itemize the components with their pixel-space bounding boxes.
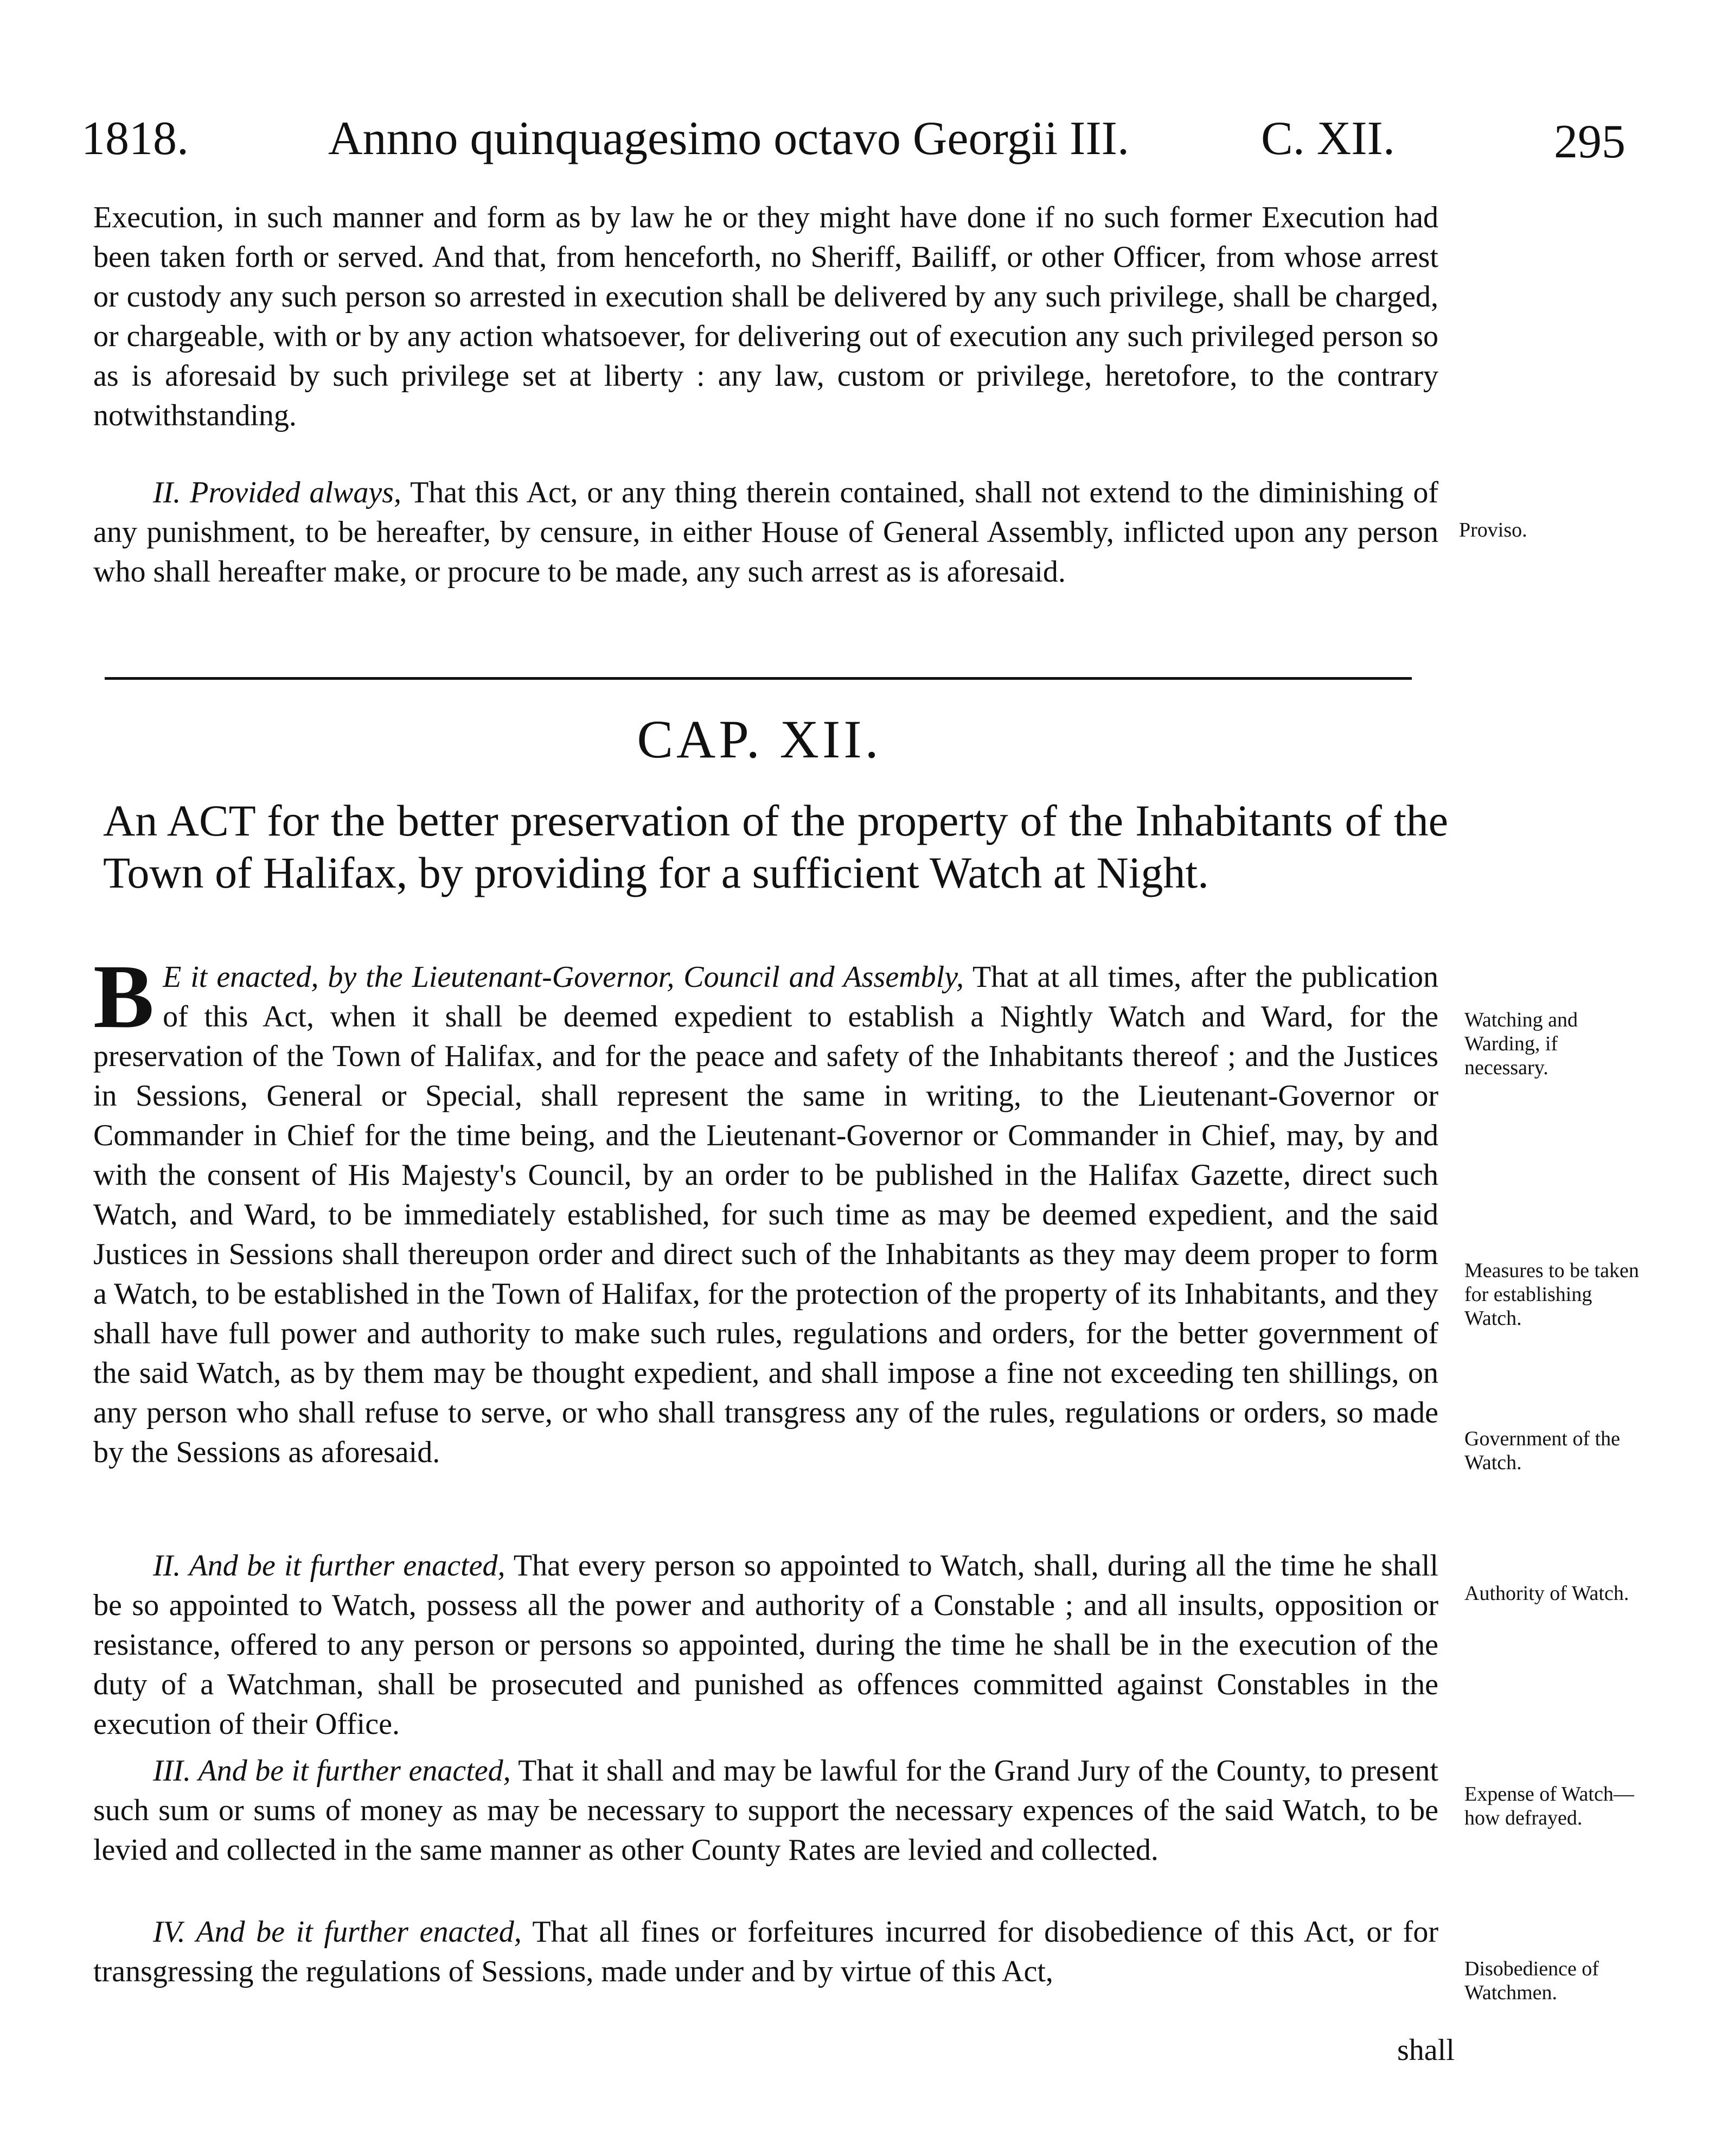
catchword: shall [1397, 2033, 1455, 2067]
page-number: 295 [1554, 116, 1626, 168]
margin-note-measures: Measures to be taken for establishing Watch. [1464, 1259, 1639, 1330]
section-text: That every person so appointed to Watch, shall, during all the time he shall be so appointed to Watch, possess all the power and authority of a Constable ; and all insults, opposition or resistance, offered to any person or persons so appointed, during the time he shall be in the execution of the duty of a Watchman, shall be prosecuted and punished as offences committed against Constables in the execution of their Office. [93, 1549, 1438, 1741]
section-text: That it shall and may be lawful for the Grand Jury of the County, to present such sum or sums of money as may be necessary to support the necessary expences of the said Watch, to be levied and collected in the same manner as other County Rates are levied and collected. [93, 1754, 1438, 1867]
section-lead: II. Provided always, [153, 476, 402, 509]
margin-note-government: Government of the Watch. [1464, 1427, 1621, 1474]
section-text: That at all times, after the publication of this Act, when it shall be deemed expedient to establish a Nightly Watch and Ward, for the preservation of the Town of Halifax, and for the peace and safety of the Inhabitants thereof ; and the Justices in Sessions, General or Special, shall represent the same in writing, to the Lieutenant-Governor or Commander in Chief for the time being, and the Lieutenant-Governor or Commander in Chief, may, by and with the consent of His Majesty's Council, by an order to be published in the Halifax Gazette, direct such Watch, and Ward, to be immediately established, for such time as may be deemed expedient, and the said Justices in Sessions shall thereupon order and direct such of the Inhabitants as they may deem proper to form a Watch, to be established in the Town of Halifax, for the protection of the property of its Inhabitants, and they shall have full power and authority to make such rules, regulations and orders, for the better government of the said Watch, as by them may be thought expedient, and shall impose a fine not exceeding ten shillings, on any person who shall refuse to serve, or who shall transgress any of the rules, regulations or orders, so made by the Sessions as aforesaid. [93, 960, 1439, 1469]
section-2 [93, 1546, 1438, 1744]
section-paragraph [93, 1912, 1438, 1992]
section-4 [93, 1912, 1438, 1992]
chapter-heading: CAP. XII. [637, 709, 882, 769]
margin-note-disobedience: Disobedience of Watchmen. [1464, 1957, 1599, 2004]
margin-note-authority: Authority of Watch. [1464, 1582, 1629, 1605]
margin-note-expense: Expense of Watch—how defrayed. [1464, 1783, 1634, 1829]
section-divider [105, 677, 1412, 680]
section-lead: II. And be it further enacted, [153, 1549, 505, 1583]
act-title: An ACT for the better preservation of the property of the Inhabitants of the Town of Halifax, by providing for a sufficient Watch at Night. [103, 796, 1448, 897]
margin-note-watching: Watching and Warding, if necessary. [1464, 1009, 1578, 1079]
section-paragraph [93, 946, 1439, 1472]
margin-note-proviso: Proviso. [1459, 519, 1527, 541]
paragraph-text: Execution, in such manner and form as by law he or they might have done if no such former Execution had been taken forth or served. And that, from henceforth, no Sheriff, Bailiff, or other Officer, from whose arrest or custody any such person so arrested in execution shall be delivered by any such privilege, shall be charged, or chargeable, with or by any action whatsoever, for delivering out of execution any such privileged person so as is aforesaid by such privilege set at liberty : any law, custom or privilege, heretofore, to the contrary notwithstanding. [93, 201, 1438, 432]
header-title: Annno quinquagesimo octavo Georgii III. [328, 112, 1129, 165]
section-lead: III. And be it further enacted, [153, 1754, 511, 1788]
section-text: That this Act, or any thing therein contained, shall not extend to the diminishing of any punishment, to be hereafter, by censure, in either House of General Assembly, inflicted upon any person who shall hereafter make, or procure to be made, any such arrest as is aforesaid. [93, 476, 1438, 589]
header-year: 1818. [81, 112, 189, 165]
section-paragraph [93, 1546, 1438, 1744]
section-1 [93, 946, 1439, 1472]
section-3 [93, 1751, 1438, 1870]
section-paragraph [93, 1751, 1438, 1870]
header-chapter: C. XII. [1261, 112, 1395, 165]
section-lead: IV. And be it further enacted, [153, 1915, 522, 1949]
drop-cap: B [93, 946, 155, 1047]
section-text: That all fines or forfeitures incurred for disobedience of this Act, or for transgressing the regulations of Sessions, made under and by virtue of this Act, [93, 1915, 1438, 1988]
section-lead: E it enacted, by the Lieutenant-Governor, Council and Assembly, [163, 960, 964, 994]
previous-act-paragraph [93, 198, 1438, 436]
previous-act-section-2 [93, 473, 1438, 592]
section-paragraph [93, 473, 1438, 592]
running-header [81, 111, 1643, 176]
